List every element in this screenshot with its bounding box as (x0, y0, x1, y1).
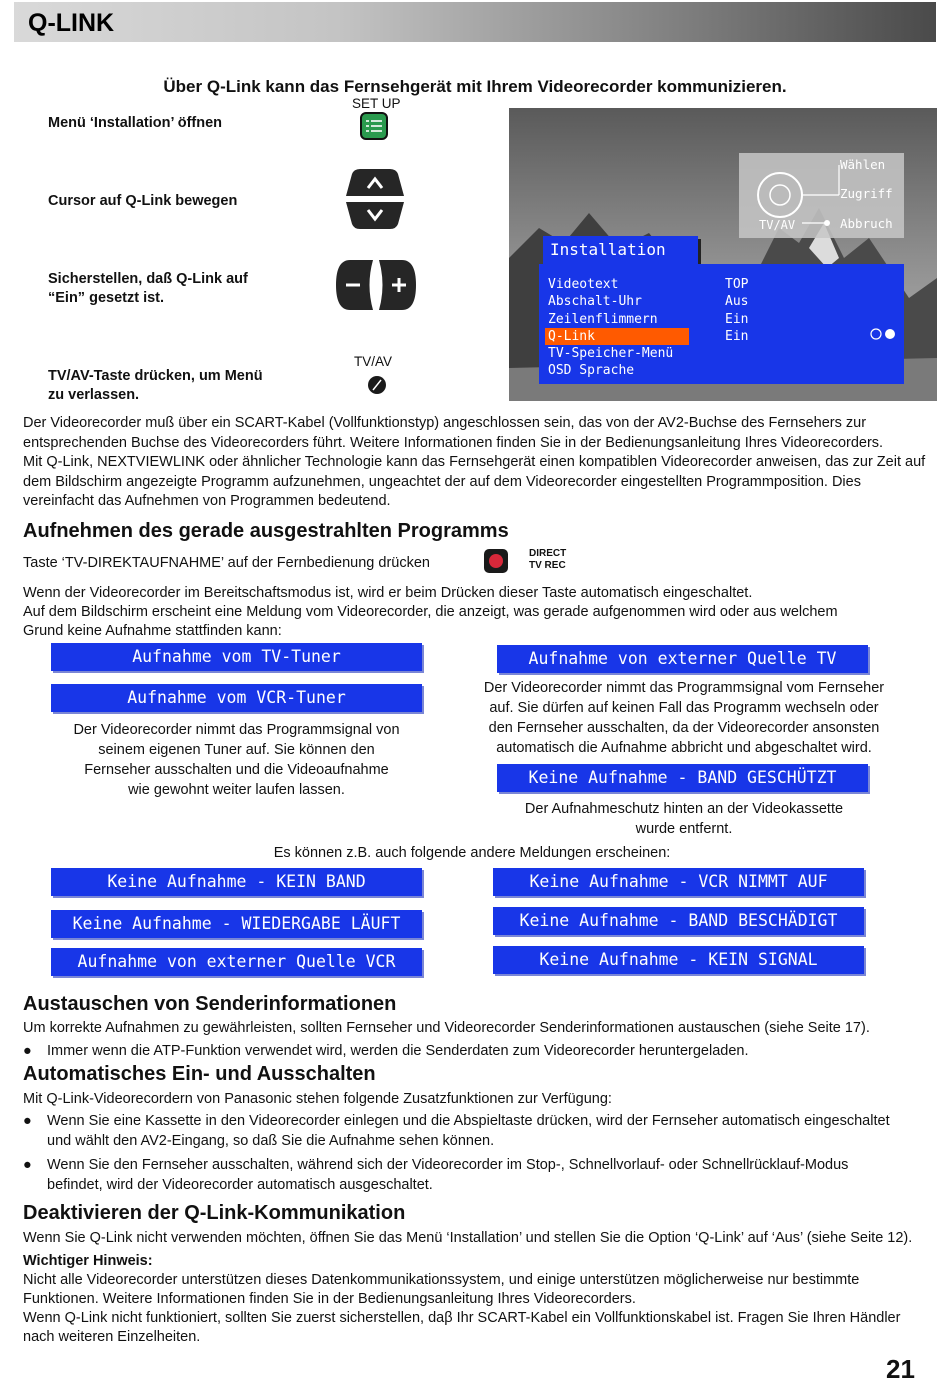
ext-tv-desc-line-3: den Fernseher ausschalten, da der Videorecorder ansonsten (488, 720, 880, 736)
nav-tvav-label: TV/AV (759, 218, 796, 232)
para1-line-1: Der Videorecorder muß über ein SCART-Kabel (Vollfunktionstyp) angeschlossen sein, das von der AV2-Buchse des Fernsehers zur (23, 415, 867, 431)
heading-exchange: Austauschen von Senderinformationen (23, 993, 397, 1015)
menu-item-tv-speicher[interactable]: TV-Speicher-Menü (548, 346, 674, 362)
step-ensure-on-2: “Ein” gesetzt ist. (48, 290, 165, 306)
menu-item-zeilenflimmern[interactable]: Zeilenflimmern (548, 311, 658, 327)
tvav-button[interactable] (367, 375, 387, 395)
step-ensure-on-1: Sicherstellen, daß Q-Link auf (48, 271, 248, 287)
para1-line-5: vereinfacht das Aufnehmen von Programmen bedeutend. (23, 493, 391, 509)
msg-band-protected: Keine Aufnahme - BAND GESCHÜTZT (497, 764, 868, 792)
menu-item-q-link-highlighted[interactable]: Q-Link (545, 328, 689, 345)
volume-left-right-buttons[interactable] (332, 256, 420, 314)
disable-text: Wenn Sie Q-Link nicht verwenden möchten, öffnen Sie das Menü ‘Installation’ und stellen Sie die Option ‘Q-Link’ auf ‘Aus’ (siehe Seite 12). (23, 1230, 913, 1246)
setup-menu-icon (360, 112, 388, 140)
step-exit-1: TV/AV-Taste drücken, um Menü (48, 368, 263, 384)
note-line-1: Nicht alle Videorecorder unterstützen dieses Datenkommunikationssystem, und einige unterstützen möglicherweise nur bestimmte (23, 1272, 860, 1288)
protected-desc-line-2: wurde entfernt. (635, 821, 733, 837)
msg-playback-running: Keine Aufnahme - WIEDERGABE LÄUFT (51, 910, 422, 938)
menu-value-videotext: TOP (725, 277, 749, 292)
menu-values (725, 276, 748, 345)
exchange-bullet-text: Immer wenn die ATP-Funktion verwendet wird, werden die Senderdaten zum Videorecorder heruntergeladen. (47, 1043, 749, 1059)
menu-value-q-link: Ein (725, 328, 749, 344)
msg-external-vcr: Aufnahme von externer Quelle VCR (51, 948, 422, 976)
tv-screen-image (509, 108, 937, 401)
auto-bullet-1-line-1: Wenn Sie eine Kassette in den Videorecorder einlegen und die Abspieltaste drücken, wird der Fernseher automatisch eingeschaltet (47, 1113, 890, 1129)
msg-vcr-recording: Keine Aufnahme - VCR NIMMT AUF (493, 868, 864, 896)
tuner-desc-line-3: Fernseher ausschalten und die Videoaufnahme (84, 762, 389, 778)
tuner-description (51, 720, 422, 800)
note-text (23, 1271, 929, 1347)
tvav-slash-icon (367, 375, 387, 395)
record-text-line-3: Grund keine Aufnahme stattfinden kann: (23, 623, 282, 639)
para1-line-2: entsprechenden Buchse des Videorecorders führt. Weitere Informationen finden Sie in der Bedienungsanleitung Ihres Videorecorders. (23, 434, 884, 451)
tuner-desc-line-4: wie gewohnt weiter laufen lassen. (128, 782, 345, 798)
msg-tv-tuner: Aufnahme vom TV-Tuner (51, 643, 422, 671)
record-instruction: Taste ‘TV-DIREKTAUFNAHME’ auf der Fernbedienung drücken (23, 555, 430, 571)
other-messages-intro: Es können z.B. auch folgende andere Meldungen erscheinen: (273, 845, 671, 861)
msg-vcr-tuner: Aufnahme vom VCR-Tuner (51, 684, 422, 712)
protected-description (465, 799, 903, 839)
ext-tv-desc-line-4: automatisch die Aufnahme abbricht und abgeschaltet wird. (496, 740, 872, 756)
auto-bullet-2-line-2: befindet, wird der Videorecorder automatisch ausgeschaltet. (47, 1177, 433, 1193)
para1-line-4: dem Bildschirm angezeigte Programm aufzunehmen, ungeachtet der auf dem Videorecorder eingestellten Programmposition. Dies (23, 473, 861, 490)
exchange-text: Um korrekte Aufnahmen zu gewährleisten, sollten Fernseher und Videorecorder Senderinformationen austauschen (siehe Seite 17). (23, 1020, 870, 1036)
msg-external-tv: Aufnahme von externer Quelle TV (497, 645, 868, 673)
direct-label: DIRECT (529, 548, 567, 559)
exchange-bullet (23, 1041, 749, 1061)
menu-items (548, 276, 689, 380)
minus-plus-icon (332, 256, 420, 314)
auto-text: Mit Q-Link-Videorecordern von Panasonic stehen folgende Zusatzfunktionen zur Verfügung: (23, 1091, 612, 1107)
protected-desc-line-1: Der Aufnahmeschutz hinten an der Videokassette (524, 801, 844, 817)
para1-line-3: Mit Q-Link, NEXTVIEWLINK oder ähnlicher Technologie kann das Fernsehgerät einen kompatiblen Videorecorder anweisen, das zur Zeit auf (23, 454, 926, 470)
note-line-2: Funktionen. Weitere Informationen finden Sie in der Bedienungsanleitung Ihres Videorecorders. (23, 1291, 636, 1307)
auto-bullet-1-line-2: und wählt den AV2-Eingang, so daß Sie die Aufnahme sehen können. (47, 1133, 495, 1149)
auto-bullet-2 (23, 1155, 929, 1195)
tv-rec-label: TV REC (529, 560, 566, 571)
direct-rec-button[interactable] (483, 548, 509, 574)
bullet-dot: ● (23, 1043, 32, 1059)
direct-rec-label (529, 548, 566, 572)
note-line-4: nach weiteren Einzelheiten. (23, 1329, 201, 1345)
tuner-desc-line-1: Der Videorecorder nimmt das Programmsignal von (73, 722, 400, 738)
intro-paragraph (23, 414, 929, 512)
menu-item-abschalt-uhr[interactable]: Abschalt-Uhr (548, 294, 642, 310)
auto-bullet-1 (23, 1111, 929, 1151)
heading-disable: Deaktivieren der Q-Link-Kommunikation (23, 1202, 406, 1224)
menu-value-zeilenflimmern: Ein (725, 311, 749, 327)
tvav-label: TV/AV (354, 354, 393, 369)
record-text (23, 584, 929, 641)
record-text-line-1: Wenn der Videorecorder im Bereitschaftsmodus ist, wird er beim Drücken dieser Taste automatisch eingeschaltet. (23, 585, 753, 601)
step-move-cursor: Cursor auf Q-Link bewegen (48, 193, 238, 209)
ext-tv-desc-line-2: auf. Sie dürfen auf keinen Fall das Programm wechseln oder (489, 700, 879, 716)
record-icon (483, 548, 509, 574)
menu-item-videotext[interactable]: Videotext (548, 277, 619, 292)
cursor-up-down-buttons[interactable] (342, 166, 408, 232)
page-number: 21 (886, 1354, 915, 1384)
step-exit-2: zu verlassen. (48, 387, 140, 403)
setup-button[interactable] (360, 112, 388, 140)
setup-label: SET UP (352, 96, 401, 111)
auto-bullet-2-line-1: Wenn Sie den Fernseher ausschalten, während sich der Videorecorder im Stop-, Schnellvorlauf- oder Schnellrücklauf-Modus (47, 1157, 849, 1173)
toggle-dots-icon (869, 327, 897, 341)
bullet-dot: ● (23, 1157, 32, 1173)
external-tv-description (465, 678, 903, 758)
heading-auto-switch: Automatisches Ein- und Ausschalten (23, 1063, 376, 1085)
up-down-arrow-icon (342, 166, 408, 232)
msg-tape-damaged: Keine Aufnahme - BAND BESCHÄDIGT (493, 907, 864, 935)
heading-record: Aufnehmen des gerade ausgestrahlten Programms (23, 520, 509, 542)
menu-title: Installation (543, 236, 698, 264)
header-bar (14, 2, 936, 42)
step-open-menu: Menü ‘Installation’ öffnen (48, 115, 222, 131)
msg-no-tape: Keine Aufnahme - KEIN BAND (51, 868, 422, 896)
menu-value-abschalt-uhr: Aus (725, 294, 749, 310)
bullet-dot: ● (23, 1113, 32, 1129)
nav-access-label: Zugriff (840, 186, 893, 201)
note-line-3: Wenn Q-Link nicht funktioniert, sollten Sie zuerst sicherstellen, daβ Ihr SCART-Kabel ein Vollfunktionskabel ist. Fragen Sie Ihren Händler (23, 1310, 901, 1326)
page-title: Q-LINK (28, 9, 115, 37)
record-text-line-2: Auf dem Bildschirm erscheint eine Meldung vom Videorecorder, die anzeigt, was gerade aufgenommen wird oder aus welchem (23, 604, 838, 620)
msg-no-signal: Keine Aufnahme - KEIN SIGNAL (493, 946, 864, 974)
intro-heading: Über Q-Link kann das Fernsehgerät mit Ihrem Videorecorder kommunizieren. (163, 77, 787, 96)
tuner-desc-line-2: seinem eigenen Tuner auf. Sie können den (98, 742, 375, 758)
note-title: Wichtiger Hinweis: (23, 1253, 153, 1269)
nav-cancel-label: Abbruch (840, 216, 893, 231)
menu-item-osd-sprache[interactable]: OSD Sprache (548, 363, 635, 379)
nav-select-label: Wählen (840, 157, 886, 172)
ext-tv-desc-line-1: Der Videorecorder nimmt das Programmsignal vom Fernseher (483, 680, 885, 696)
